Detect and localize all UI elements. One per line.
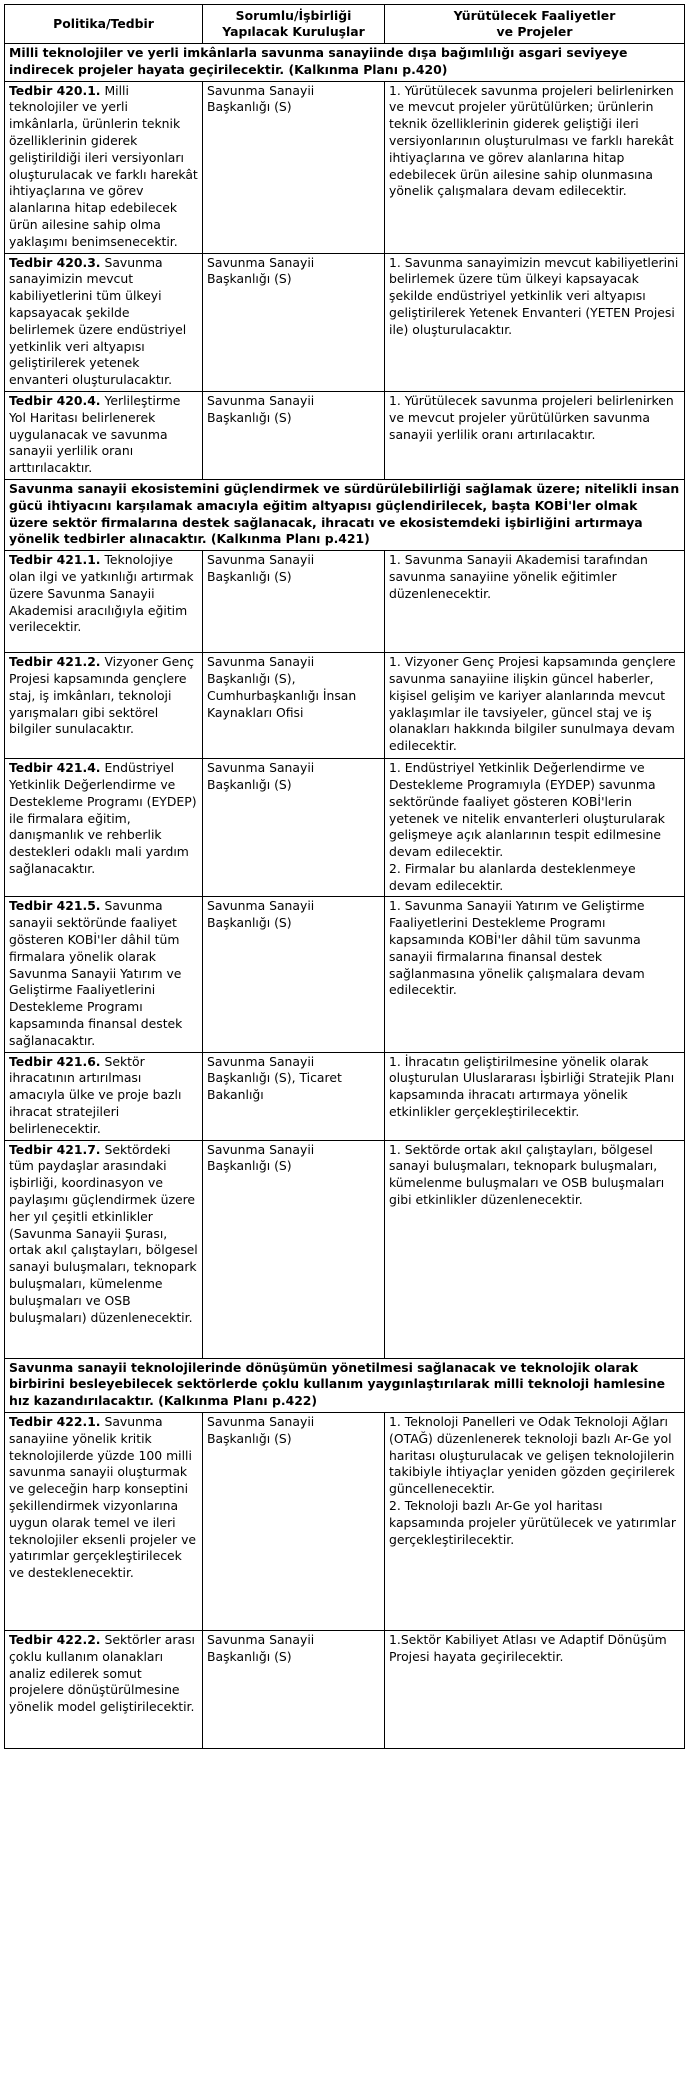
policy-table xyxy=(4,4,685,1749)
policy-cell: Tedbir 420.1. Milli teknolojiler ve yerli imkânlarla, ürünlerin teknik özelliklerinin giderek geliştirildiği ileri versiyonları oluşturulacak ve farklı harekât ihtiyaçlarına ve görev alanlarına hitap edebilecek ürün ailesine sahip olma yaklaşımı benimsenecektir. xyxy=(5,81,203,253)
responsible-cell: Savunma Sanayii Başkanlığı (S) xyxy=(203,81,385,253)
activities-cell: 1. Vizyoner Genç Projesi kapsamında gençlere savunma sanayiine ilişkin güncel haberler, kişisel gelişim ve kariyer alanlarında mevcut yaklaşımlar ile tavsiyeler, güncel staj ve iş olanakları hakkında bilgiler sunulmaya devam edilecektir. xyxy=(385,653,685,759)
responsible-cell: Savunma Sanayii Başkanlığı (S) xyxy=(203,759,385,897)
table-row xyxy=(5,551,685,653)
responsible-cell: Savunma Sanayii Başkanlığı (S) xyxy=(203,1413,385,1631)
policy-cell: Tedbir 421.5. Savunma sanayii sektöründe faaliyet gösteren KOBİ'ler dâhil tüm firmalara yönelik olarak Savunma Sanayii Yatırım ve Geliştirme Faaliyetlerini Destekleme Programı kapsamında finansal destek sağlanacaktır. xyxy=(5,897,203,1052)
section-title: Savunma sanayii ekosistemini güçlendirmek ve sürdürülebilirliği sağlamak üzere; nitelikli insan gücü ihtiyacını karşılamak amacıyla eğitim altyapısı güçlendirilecek, başta KOBİ'ler olmak üzere sektör firmalarına destek sağlanacak, ihracatı ve ekosistemdeki işbirliğini artırmaya yönelik tedbirler alınacaktır. (Kalkınma Planı p.421) xyxy=(5,479,685,550)
table-row xyxy=(5,253,685,391)
activities-cell: 1. Savunma Sanayii Yatırım ve Geliştirme Faaliyetlerini Destekleme Programı kapsamında KOBİ'ler dâhil tüm savunma sanayii firmalarına finansal destek sağlanmasına yönelik çalışmalara devam edilecektir. xyxy=(385,897,685,1052)
policy-cell: Tedbir 422.1. Savunma sanayiine yönelik kritik teknolojilerde yüzde 100 milli savunma sanayii oluşturmak ve geleceğin harp konseptini şekillendirmek vizyonlarına uygun olarak temel ve ileri teknolojiler eksenli projeler ve yatırımlar gerçekleştirilecek ve desteklenecektir. xyxy=(5,1413,203,1631)
section-row xyxy=(5,479,685,550)
responsible-cell: Savunma Sanayii Başkanlığı (S) xyxy=(203,897,385,1052)
policy-cell: Tedbir 421.6. Sektör ihracatının artırılması amacıyla ülke ve proje bazlı ihracat stratejileri belirlenecektir. xyxy=(5,1052,203,1140)
policy-cell: Tedbir 420.4. Yerlileştirme Yol Haritası belirlenerek uygulanacak ve savunma sanayii yerlilik oranı arttırılacaktır. xyxy=(5,391,203,479)
activities-cell: 1. Teknoloji Panelleri ve Odak Teknoloji Ağları (OTAĞ) düzenlenerek teknoloji bazlı Ar-Ge yol haritası oluşturulacak ve gelişen teknolojilerin takibiyle ihtiyaçlar yeniden gözden geçirilerek güncellenecektir. 2. Teknoloji bazlı Ar-Ge yol haritası kapsamında projeler yürütülecek ve yatırımlar gerçekleştirilecektir. xyxy=(385,1413,685,1631)
table-row xyxy=(5,897,685,1052)
section-title: Milli teknolojiler ve yerli imkânlarla savunma sanayiinde dışa bağımlılığı asgari seviyeye indirecek projeler hayata geçirilecektir. (Kalkınma Planı p.420) xyxy=(5,44,685,82)
policy-cell: Tedbir 420.3. Savunma sanayimizin mevcut kabiliyetlerini tüm ülkeyi kapsayacak şekilde belirlemek üzere endüstriyel yetkinlik veri altyapısı geliştirilerek yetenek envanteri oluşturulacaktır. xyxy=(5,253,203,391)
header-policy: Politika/Tedbir xyxy=(5,5,203,44)
policy-cell: Tedbir 421.2. Vizyoner Genç Projesi kapsamında gençlere staj, iş imkânları, teknoloji yarışmaları gibi sektörel bilgiler sunulacaktır. xyxy=(5,653,203,759)
policy-cell: Tedbir 421.7. Sektördeki tüm paydaşlar arasındaki işbirliği, koordinasyon ve paylaşımı güçlendirmek üzere her yıl çeşitli etkinlikler (Savunma Sanayii Şurası, ortak akıl çalıştayları, bölgesel sanayi buluşmaları, teknopark buluşmaları, kümelenme buluşmaları ve OSB buluşmaları) düzenlenecektir. xyxy=(5,1140,203,1358)
activities-cell: 1. İhracatın geliştirilmesine yönelik olarak oluşturulan Uluslararası İşbirliği Stratejik Planı kapsamında ihracatı artırmaya yönelik etkinlikler gerçekleştirilecektir. xyxy=(385,1052,685,1140)
policy-cell: Tedbir 421.1. Teknolojiye olan ilgi ve yatkınlığı artırmak üzere Savunma Sanayii Akademisi aracılığıyla eğitim verilecektir. xyxy=(5,551,203,653)
responsible-cell: Savunma Sanayii Başkanlığı (S) xyxy=(203,1140,385,1358)
header-row xyxy=(5,5,685,44)
activities-cell: 1. Yürütülecek savunma projeleri belirlenirken ve mevcut projeler yürütülürken savunma sanayii yerlilik oranı artırılacaktır. xyxy=(385,391,685,479)
policy-cell: Tedbir 422.2. Sektörler arası çoklu kullanım olanakları analiz edilerek somut projelere dönüştürülmesine yönelik model geliştirilecektir. xyxy=(5,1631,203,1749)
activities-cell: 1. Savunma sanayimizin mevcut kabiliyetlerini belirlemek üzere tüm ülkeyi kapsayacak şekilde endüstriyel yetkinlik veri altyapısı geliştirilerek Yetenek Envanteri (YETEN Projesi ile) oluşturulacaktır. xyxy=(385,253,685,391)
table-row xyxy=(5,653,685,759)
table-row xyxy=(5,1413,685,1631)
responsible-cell: Savunma Sanayii Başkanlığı (S), Cumhurbaşkanlığı İnsan Kaynakları Ofisi xyxy=(203,653,385,759)
responsible-cell: Savunma Sanayii Başkanlığı (S) xyxy=(203,391,385,479)
header-responsible: Sorumlu/İşbirliği Yapılacak Kuruluşlar xyxy=(203,5,385,44)
activities-cell: 1. Savunma Sanayii Akademisi tarafından savunma sanayiine yönelik eğitimler düzenlenecektir. xyxy=(385,551,685,653)
section-row xyxy=(5,1358,685,1412)
table-row xyxy=(5,759,685,897)
table-row xyxy=(5,391,685,479)
responsible-cell: Savunma Sanayii Başkanlığı (S) xyxy=(203,1631,385,1749)
activities-cell: 1.Sektör Kabiliyet Atlası ve Adaptif Dönüşüm Projesi hayata geçirilecektir. xyxy=(385,1631,685,1749)
section-row xyxy=(5,44,685,82)
responsible-cell: Savunma Sanayii Başkanlığı (S) xyxy=(203,253,385,391)
responsible-cell: Savunma Sanayii Başkanlığı (S) xyxy=(203,551,385,653)
responsible-cell: Savunma Sanayii Başkanlığı (S), Ticaret Bakanlığı xyxy=(203,1052,385,1140)
table-row xyxy=(5,1052,685,1140)
table-row xyxy=(5,1631,685,1749)
section-title: Savunma sanayii teknolojilerinde dönüşümün yönetilmesi sağlanacak ve teknolojik olarak birbirini besleyebilecek sektörlerde çoklu kullanım yaygınlaştırılarak milli teknoloji hamlesine hız kazandırılacaktır. (Kalkınma Planı p.422) xyxy=(5,1358,685,1412)
table-row xyxy=(5,81,685,253)
table-row xyxy=(5,1140,685,1358)
policy-cell: Tedbir 421.4. Endüstriyel Yetkinlik Değerlendirme ve Destekleme Programı (EYDEP) ile firmalara eğitim, danışmanlık ve rehberlik destekleri odaklı mali yardım sağlanacaktır. xyxy=(5,759,203,897)
header-activities: Yürütülecek Faaliyetler ve Projeler xyxy=(385,5,685,44)
activities-cell: 1. Sektörde ortak akıl çalıştayları, bölgesel sanayi buluşmaları, teknopark buluşmaları, kümelenme buluşmaları ve OSB buluşmaları gibi etkinlikler düzenlenecektir. xyxy=(385,1140,685,1358)
activities-cell: 1. Endüstriyel Yetkinlik Değerlendirme ve Destekleme Programıyla (EYDEP) savunma sektöründe faaliyet gösteren KOBİ'lerin yetenek ve nitelik envanterleri oluşturularak gelişmeye açık alanlarının tespit edilmesine devam edilecektir. 2. Firmalar bu alanlarda desteklenmeye devam edilecektir. xyxy=(385,759,685,897)
activities-cell: 1. Yürütülecek savunma projeleri belirlenirken ve mevcut projeler yürütülürken; ürünlerin teknik özelliklerinin giderek geliştiği ileri versiyonlarının oluşturulması ve farklı harekât ihtiyaçlarına ve görev alanlarına hitap edebilecek ürün ailesine sahip olunmasına yönelik çalışmalara devam edilecektir. xyxy=(385,81,685,253)
